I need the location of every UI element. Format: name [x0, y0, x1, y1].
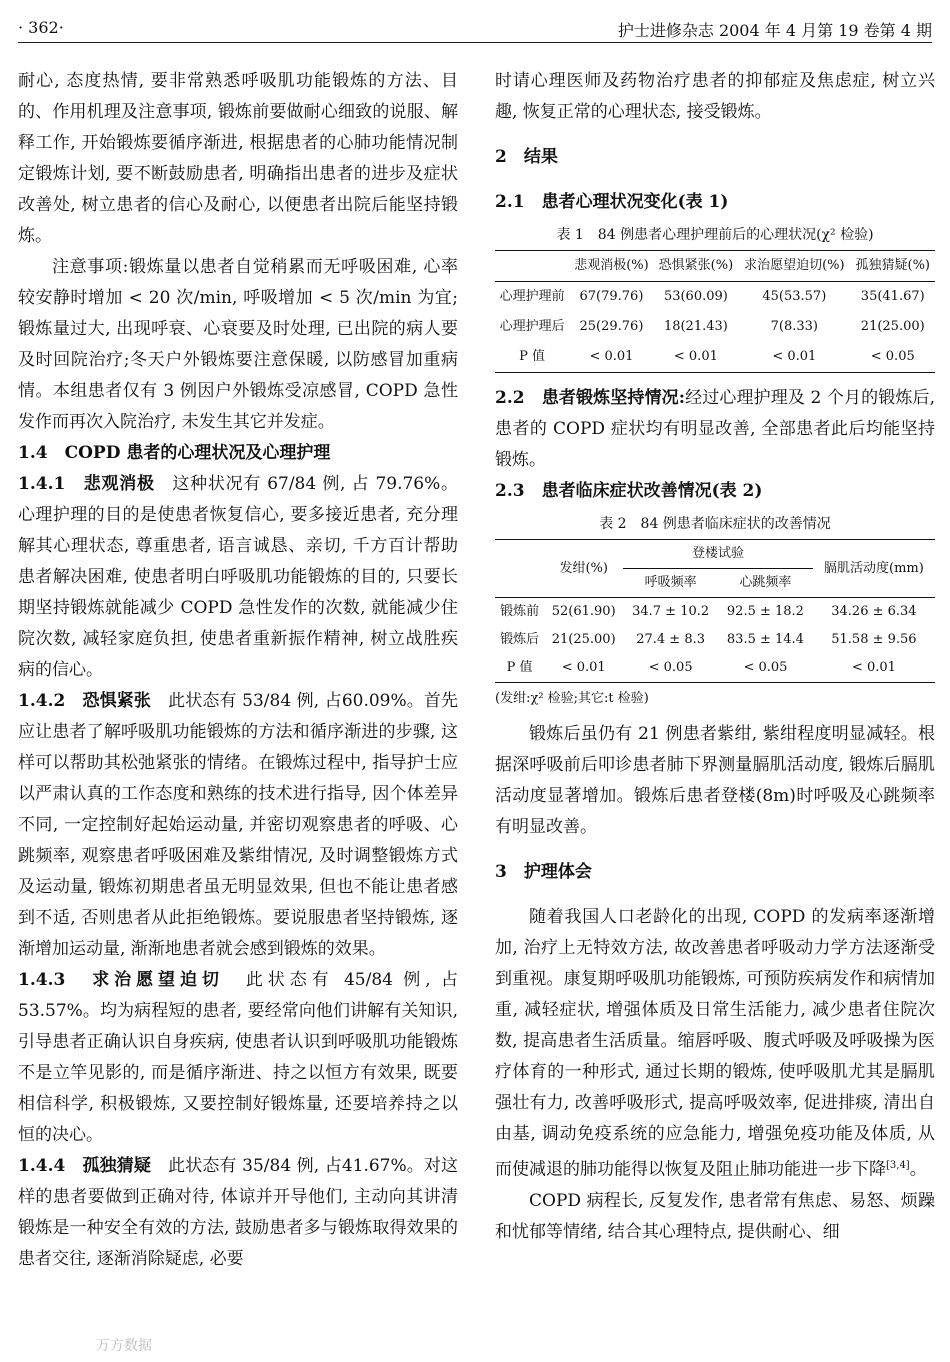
left-column — [18, 66, 458, 1275]
paragraph-text: 随着我国人口老龄化的出现, COPD 的发病率逐渐增加, 治疗上无特效方法, 故改善患者呼吸动力学方法逐渐受到重视。康复期呼吸肌功能锻炼, 可预防疾病发作和病情加重, 减轻症状, 增强体质及日常生活能力, 减少患者住院次数, 提高患者生活质量。缩唇呼吸、腹式呼吸及呼吸操为医疗体育的一种形式, 通过长期的锻炼, 使呼吸肌尤其是膈肌强壮有力, 改善呼吸形式, 提高呼吸效率, 促进排痰, 清出自由基, 调动免疫系统的应急能力, 增强免疫功能及体质, 从而使减退的肺功能得以恢复及阻止肺功能进一步下降 — [495, 907, 935, 1180]
table-cell: < 0.01 — [561, 660, 606, 675]
table-header: 登楼试验 — [623, 540, 813, 569]
table-cell: 25(29.76) — [579, 319, 644, 334]
subsection-heading: 2.1 患者心理状况变化(表 1) — [495, 192, 729, 212]
table-cell: < 0.05 — [648, 660, 693, 675]
table-header — [495, 251, 569, 282]
table-row — [495, 312, 935, 342]
table-header — [495, 540, 544, 598]
table-cell: P 值 — [506, 660, 533, 675]
table-cell: < 0.01 — [851, 660, 896, 675]
subsection-heading: 2.2 患者锻炼坚持情况: — [495, 388, 686, 408]
table-cell: < 0.05 — [870, 349, 915, 364]
table-header: 呼吸频率 — [623, 569, 718, 598]
paragraph — [495, 902, 935, 1186]
table-header: 悲观消极(%) — [569, 251, 653, 282]
table-header: 心跳频率 — [718, 569, 813, 598]
table-header: 孤独猜疑(%) — [851, 251, 935, 282]
subsection-heading: 1.4.3 求治愿望迫切 — [18, 970, 224, 990]
paragraph-text: 。 — [909, 1159, 927, 1180]
paragraph: 时请心理医师及药物治疗患者的抑郁症及焦虑症, 树立兴趣, 恢复正常的心理状态, 接受锻炼。 — [495, 71, 935, 122]
table-cell: 锻炼后 — [500, 632, 540, 647]
table-header: 求治愿望迫切(%) — [738, 251, 850, 282]
table-cell: 心理护理后 — [499, 319, 565, 334]
table-header: 恐惧紧张(%) — [654, 251, 738, 282]
paragraph-text: 经过心理护理及 2 个月的锻炼后, 患者的 COPD 症状均有明显改善, 全部患者此后均能坚持锻炼。 — [495, 388, 935, 470]
table-cell: 52(61.90) — [551, 604, 616, 619]
table-header: 发绀(%) — [544, 540, 623, 598]
table-cell: 45(53.57) — [762, 289, 827, 304]
journal-title: 护士进修杂志 2004 年 4 月第 19 卷第 4 期 — [617, 21, 932, 40]
paragraph — [18, 686, 458, 965]
section-heading: 3 护理体会 — [495, 862, 592, 882]
subsection-heading: 1.4.1 悲观消极 — [18, 474, 155, 494]
paragraph: 注意事项:锻炼量以患者自觉稍累而无呼吸困难, 心率较安静时增加 < 20 次/min, 呼吸增加 < 5 次/min 为宜;锻炼量过大, 出现呼衰、心衰要及时处理, 已出院的病人要及时回院治疗;冬天户外锻炼要注意保暖, 以防感冒加重病情。本组患者仅有 3 例因户外锻炼受凉感冒, COPD 急性发作而再次入院治疗, 未发生其它并发症。 — [18, 257, 458, 432]
page-header — [18, 14, 932, 43]
table2-caption: 表 2 84 例患者临床症状的改善情况 — [599, 516, 831, 532]
table-cell: 34.26 ± 6.34 — [831, 604, 917, 619]
subsection-heading: 1.4.2 恐惧紧张 — [18, 691, 152, 711]
paragraph: 耐心, 态度热情, 要非常熟悉呼吸肌功能锻炼的方法、目的、作用机理及注意事项, 锻炼前要做耐心细致的说服、解释工作, 开始锻炼要循序渐进, 根据患者的心肺功能情况制定锻炼计划, 要不断鼓励患者, 明确指出患者的进步及症状改善处, 树立患者的信心及耐心, 以便患者出院后能坚持锻炼。 — [18, 71, 458, 246]
paragraph — [18, 965, 458, 1151]
table-cell: < 0.01 — [589, 349, 634, 364]
table-row — [495, 282, 935, 313]
table-cell: < 0.01 — [673, 349, 718, 364]
subsection-heading: 2.3 患者临床症状改善情况(表 2) — [495, 481, 763, 501]
paragraph: 锻炼后虽仍有 21 例患者紫绀, 紫绀程度明显减轻。根据深呼吸前后叩诊患者肺下界测量膈肌活动度, 锻炼后膈肌活动度显著增加。锻炼后患者登楼(8m)时呼吸及心跳频率有明显改善。 — [495, 724, 935, 837]
table-cell: 心理护理前 — [499, 289, 565, 304]
table2-note: (发绀:χ² 检验;其它:t 检验) — [495, 691, 649, 706]
paragraph-text: 这种状况有 67/84 例, 占 79.76%。心理护理的目的是使患者恢复信心, 要多接近患者, 充分理解其心理状态, 尊重患者, 语言诚恳、亲切, 千方百计帮助患者解决困难, 使患者明白呼吸肌功能锻炼的目的, 只要长期坚持锻炼就能减少 COPD 急性发作的次数, 就能减少住院次数, 减轻家庭负担, 使患者重新振作精神, 树立战胜疾病的信心。 — [18, 474, 458, 680]
section-heading: 1.4 COPD 患者的心理状况及心理护理 — [18, 443, 331, 463]
paragraph — [18, 1151, 458, 1275]
right-column — [495, 66, 935, 1248]
table1-caption: 表 1 84 例患者心理护理前后的心理状况(χ² 检验) — [556, 227, 874, 243]
table-cell: 34.7 ± 10.2 — [632, 604, 710, 619]
table-header: 膈肌活动度(mm) — [813, 540, 935, 598]
table-cell: 67(79.76) — [579, 289, 644, 304]
table-cell: 27.4 ± 8.3 — [636, 632, 706, 647]
paragraph-text: 此状态有 35/84 例, 占41.67%。对这样的患者要做到正确对待, 体谅并开导他们, 主动向其讲清锻炼是一种安全有效的方法, 鼓励患者多与锻炼取得效果的患者交往, 逐渐消除疑虑, 必要 — [18, 1156, 458, 1269]
table-cell: 83.5 ± 14.4 — [726, 632, 804, 647]
table-row — [495, 654, 935, 683]
table-cell: 51.58 ± 9.56 — [831, 632, 917, 647]
page-number: · 362· — [18, 18, 64, 37]
section-heading: 2 结果 — [495, 147, 558, 167]
paragraph: COPD 病程长, 反复发作, 患者常有焦虑、易怒、烦躁和忧郁等情绪, 结合其心理特点, 提供耐心、细 — [495, 1190, 935, 1242]
watermark: 万方数据 — [96, 1338, 152, 1354]
table-cell: 锻炼前 — [500, 604, 540, 619]
table-cell: 53(60.09) — [663, 289, 728, 304]
table-cell: 21(25.00) — [860, 319, 925, 334]
table1 — [495, 250, 935, 373]
citation: [3,4] — [886, 1160, 910, 1171]
paragraph — [495, 383, 935, 476]
paragraph — [18, 469, 458, 686]
table-cell: < 0.05 — [743, 660, 788, 675]
table-cell: 92.5 ± 18.2 — [726, 604, 804, 619]
table-row — [495, 626, 935, 654]
paragraph-text: 此状态有 45/84 例, 占 53.57%。均为病程短的患者, 要经常向他们讲解有关知识, 引导患者正确认识自身疾病, 使患者认识到呼吸肌功能锻炼不是立竿见影的, 而是循序渐进、持之以恒方有效果, 既要相信科学, 积极锻炼, 又要控制好锻炼量, 还要培养持之以恒的决心。 — [18, 970, 459, 1145]
table-cell: 21(25.00) — [551, 632, 616, 647]
table-row — [495, 342, 935, 373]
table-cell: P 值 — [519, 349, 546, 364]
table-cell: 35(41.67) — [860, 289, 925, 304]
subsection-heading: 1.4.4 孤独猜疑 — [18, 1156, 152, 1176]
table-row — [495, 598, 935, 627]
table-cell: 7(8.33) — [770, 319, 818, 334]
table-cell: < 0.01 — [772, 349, 817, 364]
table-cell: 18(21.43) — [663, 319, 728, 334]
paragraph-text: 此状态有 53/84 例, 占60.09%。首先应让患者了解呼吸肌功能锻炼的方法和循序渐进的步骤, 这样可以帮助其松弛紧张的情绪。在锻炼过程中, 指导护士应以严肃认真的工作态度和熟练的技术进行指导, 因个体差异不同, 一定控制好起始运动量, 并密切观察患者的呼吸、心跳频率, 观察患者呼吸困难及紫绀情况, 及时调整锻炼方式及运动量, 锻炼初期患者虽无明显效果, 但也不能让患者感到不适, 否则患者从此拒绝锻炼。要说服患者坚持锻炼, 逐渐增加运动量, 渐渐地患者就会感到锻炼的效果。 — [18, 691, 458, 959]
table2 — [495, 539, 935, 683]
